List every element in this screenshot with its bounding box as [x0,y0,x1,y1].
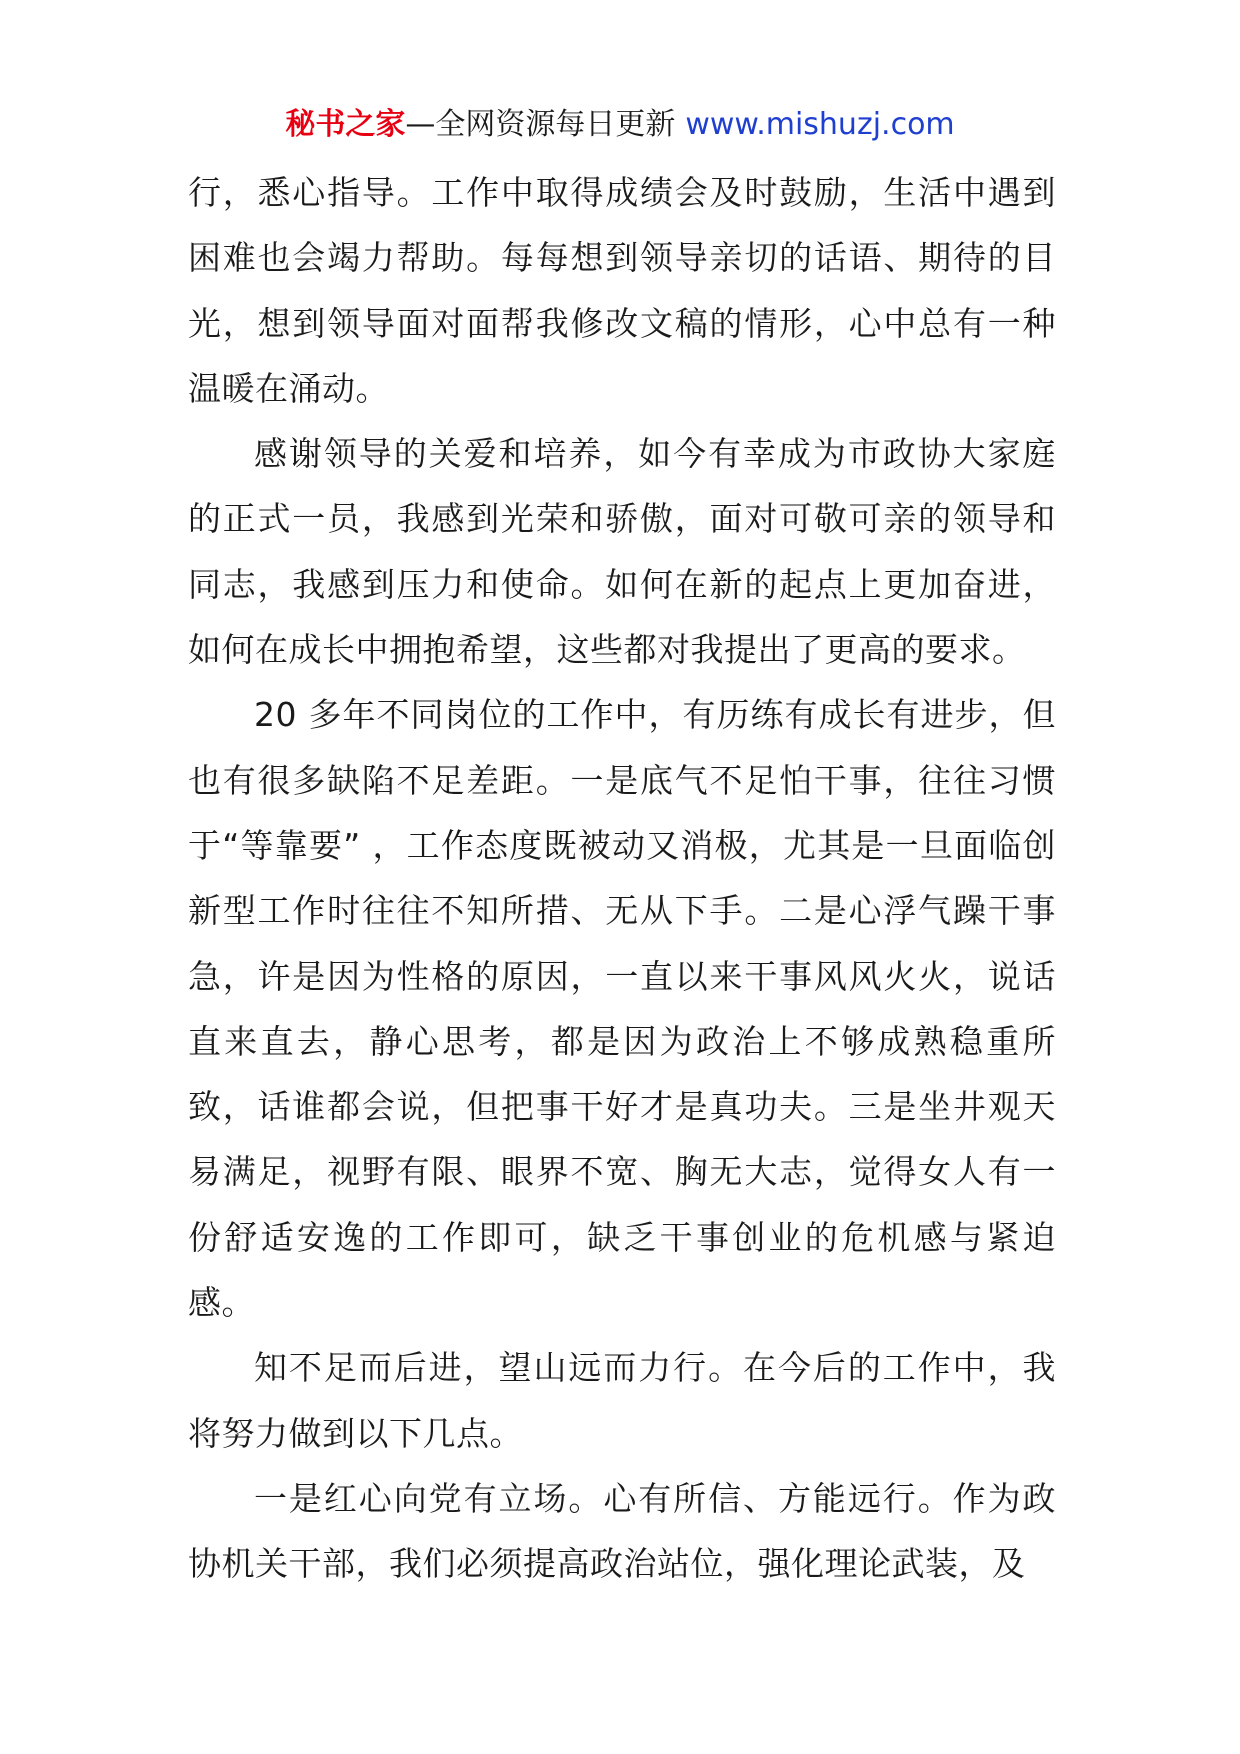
brand-name: 秘书之家 [285,107,406,142]
site-slogan: —全网资源每日更新 [405,107,676,142]
paragraph-shortcomings: 20 多年不同岗位的工作中，有历练有成长有进步，但也有很多缺陷不足差距。一是底气不足怕干事，往往习惯于“等靠要” ，工作态度既被动又消极，尤其是一旦面临创新型工作时往往不知所措、无从下手。二是心浮气躁干事急，许是因为性格的原因，一直以来干事风风火火，说话直来直去，静心思考，都是因为政治上不够成熟稳重所致，话谁都会说，但把事干好才是真功夫。三是坐井观天易满足，视野有限、眼界不宽、胸无大志，觉得女人有一份舒适安逸的工作即可，缺乏干事创业的危机感与紧迫感。 [188,695,1056,1323]
site-header [0,100,1240,150]
paragraph-gratitude: 感谢领导的关爱和培养，如今有幸成为市政协大家庭的正式一员，我感到光荣和骄傲，面对可敬可亲的领导和同志，我感到压力和使命。如何在新的起点上更加奋进，如何在成长中拥抱希望，这些都对我提出了更高的要求。 [188,434,1056,670]
paragraph-point-one: 一是红心向党有立场。心有所信、方能远行。作为政协机关干部，我们必须提高政治站位，强化理论武装，及 [188,1478,1056,1584]
paragraph-resolution: 知不足而后进，望山远而力行。在今后的工作中，我将努力做到以下几点。 [188,1348,1056,1453]
document-body [188,160,1056,1597]
paragraph-continuation: 行，悉心指导。工作中取得成绩会及时鼓励，生活中遇到困难也会竭力帮助。每每想到领导亲切的话语、期待的目光，想到领导面对面帮我修改文稿的情形，心中总有一种温暖在涌动。 [188,173,1056,408]
site-url-link[interactable]: www.mishuzj.com [685,107,955,142]
